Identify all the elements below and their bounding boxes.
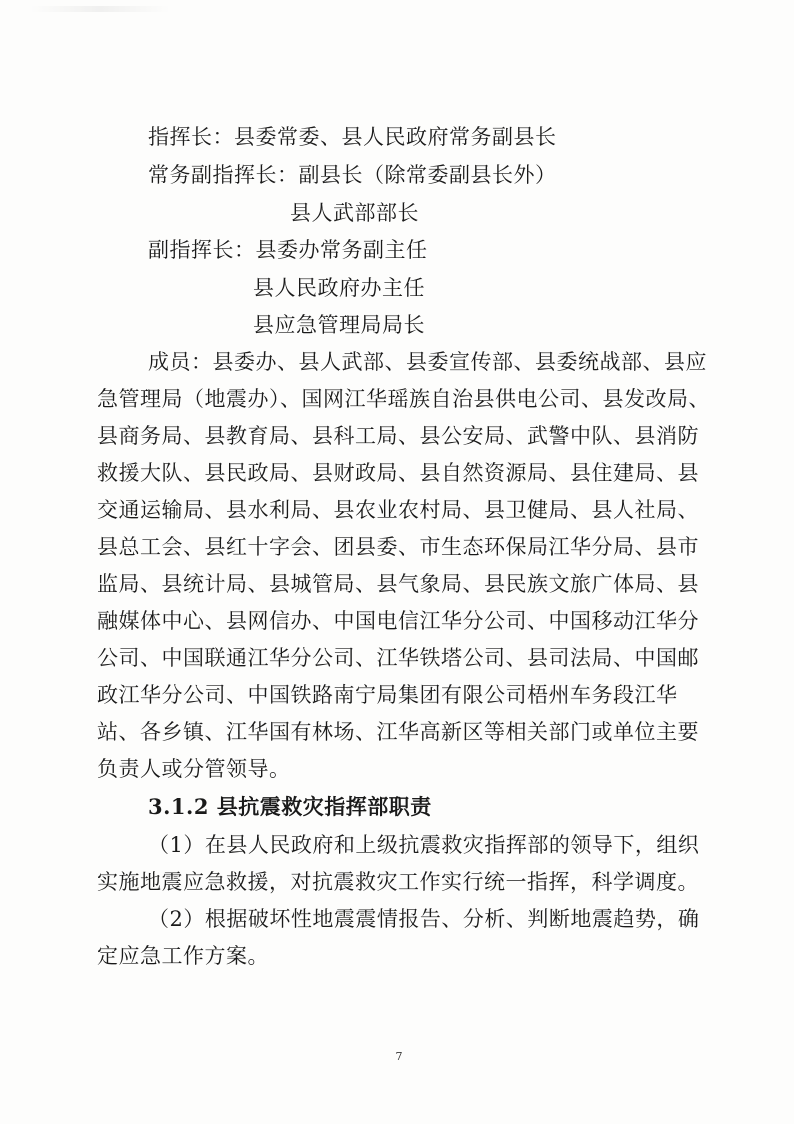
members-line: 交通运输局、县水利局、县农业农村局、县卫健局、县人社局、	[97, 498, 699, 522]
members-line: 政江华分公司、中国铁路南宁局集团有限公司梧州车务段江华	[97, 683, 678, 707]
members-line: 成员：县委办、县人武部、县委宣传部、县委统战部、县应	[148, 350, 707, 374]
members-line: 公司、中国联通江华分公司、江华铁塔公司、县司法局、中国邮	[97, 646, 699, 670]
section-heading: 3.1.2 县抗震救灾指挥部职责	[148, 794, 432, 819]
commander-line: 指挥长：县委常委、县人民政府常务副县长	[148, 125, 557, 149]
members-line: 救援大队、县民政局、县财政局、县自然资源局、县住建局、县	[97, 461, 699, 485]
members-line: 县商务局、县教育局、县科工局、县公安局、武警中队、县消防	[97, 424, 699, 448]
members-line: 融媒体中心、县网信办、中国电信江华分公司、中国移动江华分	[97, 609, 699, 633]
deputy-line-2: 县人民政府办主任	[253, 276, 425, 300]
page-number: 7	[395, 1050, 403, 1063]
exec-deputy-line-2: 县人武部部长	[290, 201, 419, 225]
deputy-line-1: 副指挥长：县委办常务副主任	[148, 238, 428, 262]
scan-artifact	[30, 6, 170, 12]
members-line: 监局、县统计局、县城管局、县气象局、县民族文旅广体局、县	[97, 572, 699, 596]
members-line: 负责人或分管领导。	[97, 757, 291, 781]
deputy-line-3: 县应急管理局局长	[253, 313, 425, 337]
exec-deputy-line-1: 常务副指挥长：副县长（除常委副县长外）	[148, 163, 557, 187]
members-line: 县总工会、县红十字会、团县委、市生态环保局江华分局、县市	[97, 535, 699, 559]
members-line: 急管理局（地震办）、国网江华瑶族自治县供电公司、县发改局、	[97, 387, 710, 411]
duty-item-2-line-1: （2）根据破坏性地震震情报告、分析、判断地震趋势，确	[148, 907, 700, 931]
duty-item-1-line-1: （1）在县人民政府和上级抗震救灾指挥部的领导下，组织	[148, 833, 700, 857]
duty-item-2-line-2: 定应急工作方案。	[97, 944, 269, 968]
members-line: 站、各乡镇、江华国有林场、江华高新区等相关部门或单位主要	[97, 720, 699, 744]
duty-item-1-line-2: 实施地震应急救援，对抗震救灾工作实行统一指挥，科学调度。	[97, 870, 699, 894]
